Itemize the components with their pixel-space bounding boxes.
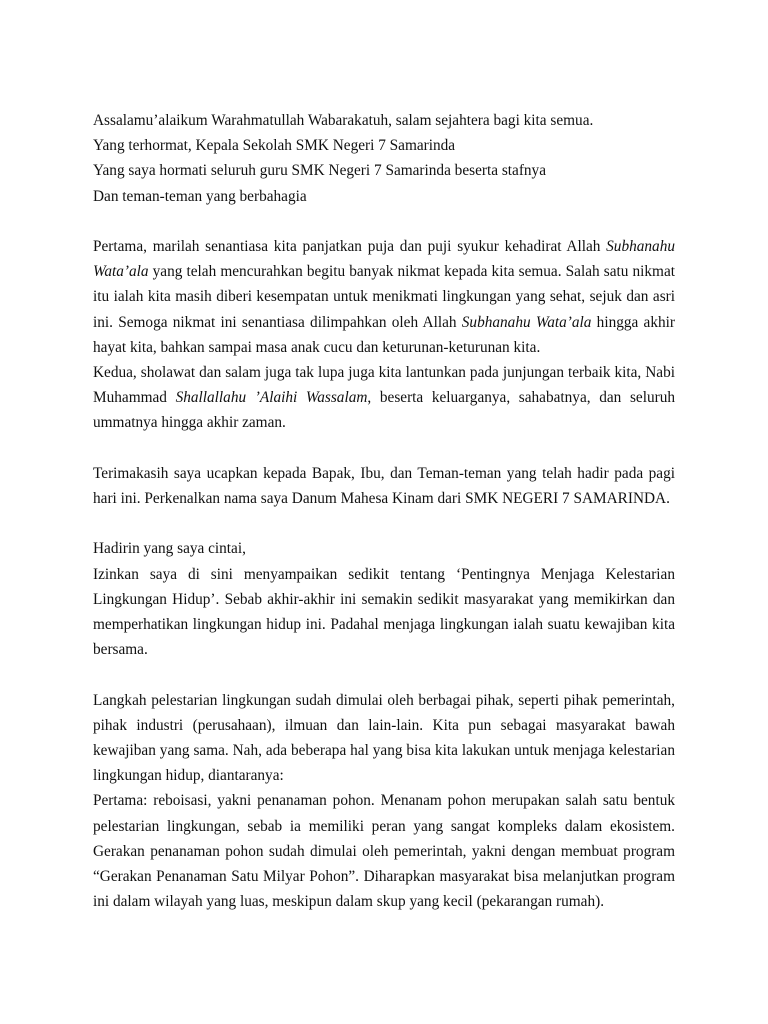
italic-text: Subhanahu <box>606 238 675 255</box>
text-line <box>93 868 675 886</box>
text-segment: bersama. <box>93 641 148 658</box>
text-line <box>93 414 675 432</box>
text-segment: Yang saya hormati seluruh guru SMK Negeri 7 Samarinda beserta stafnya <box>93 162 546 179</box>
text-line <box>93 843 675 861</box>
text-line <box>93 288 675 306</box>
text-segment: ummatnya hingga akhir zaman. <box>93 414 286 431</box>
text-line <box>93 540 675 558</box>
text-segment: pelestarian lingkungan, sebab ia memiliki peran yang sangat kompleks dalam ekosistem. <box>93 818 675 835</box>
text-line <box>93 566 675 584</box>
text-segment: hari ini. Perkenalkan nama saya Danum Mahesa Kinam dari SMK NEGERI 7 SAMARINDA. <box>93 490 670 507</box>
text-segment: Izinkan saya di sini menyampaikan sedikit tentang ‘Pentingnya Menjaga Kelestarian <box>93 566 675 583</box>
text-segment: kewajiban yang sama. Nah, ada beberapa hal yang bisa kita lakukan untuk menjaga kelestarian <box>93 742 675 759</box>
text-segment: hingga akhir <box>591 314 675 331</box>
text-line <box>93 188 675 206</box>
text-line <box>93 389 675 407</box>
text-line <box>93 263 675 281</box>
italic-text: Wata’ala <box>93 263 149 280</box>
text-line <box>93 465 675 483</box>
text-line <box>93 792 675 810</box>
text-segment: Pertama: reboisasi, yakni penanaman pohon. Menanam pohon merupakan salah satu bentuk <box>93 792 675 809</box>
text-segment: , beserta keluarganya, sahabatnya, dan seluruh <box>367 389 675 406</box>
text-line <box>93 717 675 735</box>
text-line <box>93 591 675 609</box>
italic-text: Subhanahu Wata’ala <box>461 314 592 331</box>
text-segment: hayat kita, bahkan sampai masa anak cucu dan keturunan-keturunan kita. <box>93 339 541 356</box>
text-line <box>93 162 675 180</box>
text-line <box>93 641 675 659</box>
text-line <box>93 742 675 760</box>
text-segment: Dan teman-teman yang berbahagia <box>93 188 307 205</box>
text-segment: Gerakan penanaman pohon sudah dimulai oleh pemerintah, yakni dengan membuat program <box>93 843 675 860</box>
text-line <box>93 818 675 836</box>
text-segment: Pertama, marilah senantiasa kita panjatkan puja dan puji syukur kehadirat Allah <box>93 238 607 255</box>
text-segment: ini dalam wilayah yang luas, meskipun dalam skup yang kecil (pekarangan rumah). <box>93 893 605 910</box>
text-line <box>93 364 675 382</box>
text-line <box>93 767 675 785</box>
text-line <box>93 490 675 508</box>
text-segment: Kedua, sholawat dan salam juga tak lupa juga kita lantunkan pada junjungan terbaik kita, Nabi <box>93 364 675 381</box>
text-segment: pihak industri (perusahaan), ilmuan dan lain-lain. Kita pun sebagai masyarakat bawah <box>93 717 675 734</box>
text-segment: Yang terhormat, Kepala Sekolah SMK Negeri 7 Samarinda <box>93 137 456 154</box>
text-line <box>93 238 675 256</box>
text-segment: Terimakasih saya ucapkan kepada Bapak, Ibu, dan Teman-teman yang telah hadir pada pagi <box>93 465 675 482</box>
text-line <box>93 112 675 130</box>
text-segment: Hadirin yang saya cintai, <box>93 540 246 557</box>
text-segment: Langkah pelestarian lingkungan sudah dimulai oleh berbagai pihak, seperti pihak pemerintah, <box>93 692 675 709</box>
text-segment: Lingkungan Hidup’. Sebab akhir-akhir ini semakin sedikit masyarakat yang memikirkan dan <box>93 591 675 608</box>
text-line <box>93 314 675 332</box>
text-segment: yang telah mencurahkan begitu banyak nikmat kepada kita semua. Salah satu nikmat <box>148 263 675 280</box>
text-segment: Assalamu’alaikum Warahmatullah Wabarakatuh, salam sejahtera bagi kita semua. <box>93 112 594 129</box>
text-segment: Muhammad <box>93 389 176 406</box>
italic-text: Shallallahu ’Alaihi Wassalam <box>175 389 368 406</box>
text-line <box>93 339 675 357</box>
text-line <box>93 893 675 911</box>
text-line <box>93 616 675 634</box>
text-segment: ini. Semoga nikmat ini senantiasa dilimpahkan oleh Allah <box>93 314 462 331</box>
text-segment: “Gerakan Penanaman Satu Milyar Pohon”. Diharapkan masyarakat bisa melanjutkan program <box>93 868 675 885</box>
text-line <box>93 692 675 710</box>
text-segment: lingkungan hidup, diantaranya: <box>93 767 284 784</box>
text-segment: itu ialah kita masih diberi kesempatan untuk menikmati lingkungan yang sehat, sejuk dan asri <box>93 288 675 305</box>
text-segment: memperhatikan lingkungan hidup ini. Padahal menjaga lingkungan ialah suatu kewajiban kita <box>93 616 675 633</box>
text-line <box>93 137 675 155</box>
